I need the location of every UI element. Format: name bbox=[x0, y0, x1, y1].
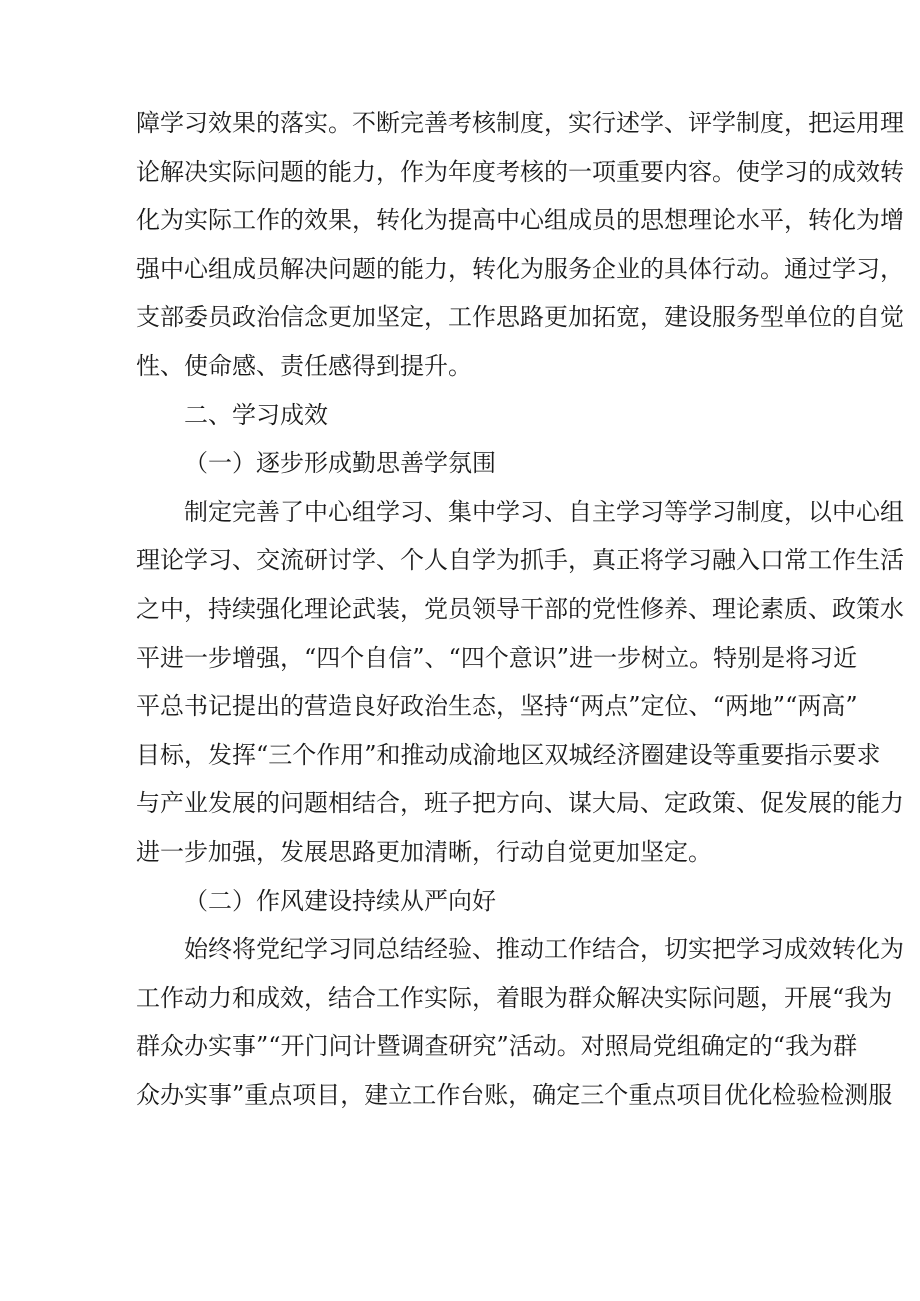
paragraph-1-line-3: 化为实际工作的效果，转化为提高中心组成员的思想理论水平，转化为增 bbox=[136, 206, 904, 234]
section-heading: 二、学习成效 bbox=[184, 401, 328, 429]
subsection-heading-1: （一）逐步形成勤思善学氛围 bbox=[184, 449, 496, 477]
paragraph-1-line-2: 论解决实际问题的能力，作为年度考核的一项重要内容。使学习的成效转 bbox=[136, 158, 904, 186]
paragraph-2-line-6: 目标，发挥“三个作用”和推动成渝地区双城经济圈建设等重要指示要求 bbox=[136, 741, 881, 769]
paragraph-1-line-5: 支部委员政治信念更加坚定，工作思路更加拓宽，建设服务型单位的自觉 bbox=[136, 303, 904, 331]
paragraph-2-line-4: 平进一步增强，“四个自信”、“四个意识”进一步树立。特别是将习近 bbox=[136, 644, 858, 672]
paragraph-2-line-8: 进一步加强，发展思路更加清晰，行动自觉更加坚定。 bbox=[136, 838, 712, 866]
paragraph-2-line-1: 制定完善了中心组学习、集中学习、自主学习等学习制度，以中心组 bbox=[184, 498, 904, 526]
paragraph-3-line-1: 始终将党纪学习同总结经验、推动工作结合，切实把学习成效转化为 bbox=[184, 935, 904, 963]
paragraph-1-line-4: 强中心组成员解决问题的能力，转化为服务企业的具体行动。通过学习， bbox=[136, 255, 904, 283]
paragraph-1-line-1: 障学习效果的落实。不断完善考核制度，实行述学、评学制度，把运用理 bbox=[136, 109, 904, 137]
subsection-heading-2: （二）作风建设持续从严向好 bbox=[184, 887, 496, 915]
paragraph-3-line-2: 工作动力和成效，结合工作实际，着眼为群众解决实际问题，开展“我为 bbox=[136, 984, 893, 1012]
paragraph-1-line-6: 性、使命感、责任感得到提升。 bbox=[136, 352, 472, 380]
paragraph-2-line-2: 理论学习、交流研讨学、个人自学为抓手，真正将学习融入口常工作生活 bbox=[136, 546, 904, 574]
paragraph-2-line-3: 之中，持续强化理论武装，党员领导干部的党性修养、理论素质、政策水 bbox=[136, 595, 904, 623]
paragraph-2-line-5: 平总书记提出的营造良好政治生态，坚持“两点”定位、“两地”“两高” bbox=[136, 692, 858, 720]
paragraph-2-line-7: 与产业发展的问题相结合，班子把方向、谋大局、定政策、促发展的能力 bbox=[136, 789, 904, 817]
paragraph-3-line-4: 众办实事”重点项目，建立工作台账，确定三个重点项目优化检验检测服 bbox=[136, 1081, 893, 1109]
paragraph-3-line-3: 群众办实事”“开门问计暨调查研究”活动。对照局党组确定的“我为群 bbox=[136, 1032, 858, 1060]
